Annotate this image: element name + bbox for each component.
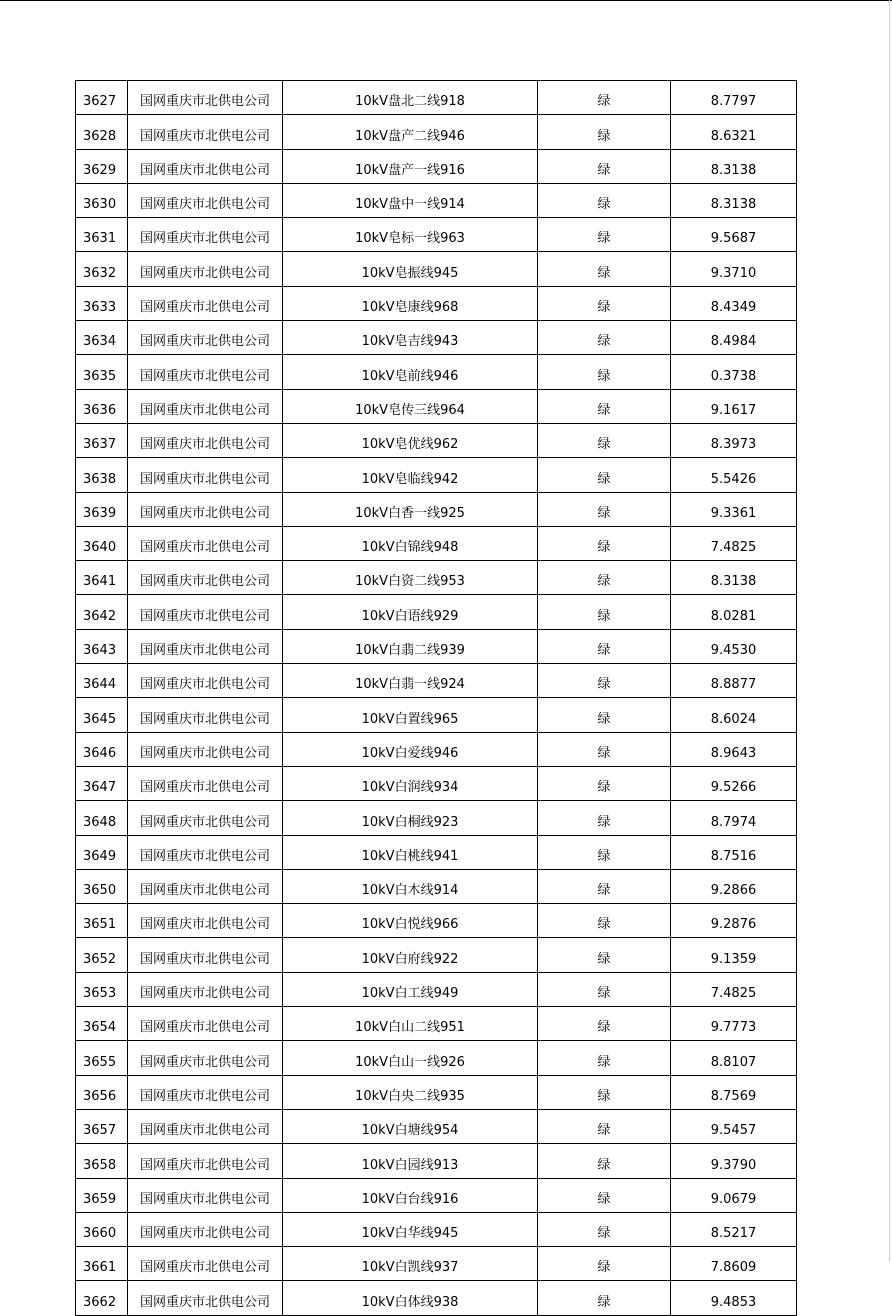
line-name-cell: 10kV白桐线923: [283, 801, 538, 835]
table-row: [76, 218, 797, 252]
table-row: [76, 732, 797, 766]
table-row: [76, 1144, 797, 1178]
table-row: [76, 458, 797, 492]
row-id-cell: 3660: [76, 1212, 128, 1246]
value-cell: 8.8107: [671, 1041, 797, 1075]
line-name-cell: 10kV白华线945: [283, 1212, 538, 1246]
value-cell: 8.9643: [671, 732, 797, 766]
company-cell: 国网重庆市北供电公司: [128, 1041, 283, 1075]
value-cell: 8.8877: [671, 664, 797, 698]
value-cell: 5.5426: [671, 458, 797, 492]
level-cell: 绿: [538, 389, 671, 423]
level-cell: 绿: [538, 1178, 671, 1212]
table-body: [76, 81, 797, 1316]
company-cell: 国网重庆市北供电公司: [128, 389, 283, 423]
table-row: [76, 561, 797, 595]
value-cell: 8.0281: [671, 595, 797, 629]
company-cell: 国网重庆市北供电公司: [128, 458, 283, 492]
page-right-edge: [889, 0, 890, 1262]
row-id-cell: 3654: [76, 1007, 128, 1041]
row-id-cell: 3633: [76, 286, 128, 320]
level-cell: 绿: [538, 869, 671, 903]
company-cell: 国网重庆市北供电公司: [128, 218, 283, 252]
company-cell: 国网重庆市北供电公司: [128, 869, 283, 903]
company-cell: 国网重庆市北供电公司: [128, 355, 283, 389]
line-name-cell: 10kV白府线922: [283, 938, 538, 972]
table-row: [76, 938, 797, 972]
line-name-cell: 10kV白木线914: [283, 869, 538, 903]
row-id-cell: 3647: [76, 766, 128, 800]
row-id-cell: 3627: [76, 81, 128, 115]
company-cell: 国网重庆市北供电公司: [128, 252, 283, 286]
table-row: [76, 1109, 797, 1143]
line-name-cell: 10kV白央二线935: [283, 1075, 538, 1109]
value-cell: 9.1617: [671, 389, 797, 423]
row-id-cell: 3631: [76, 218, 128, 252]
level-cell: 绿: [538, 835, 671, 869]
table-row: [76, 904, 797, 938]
level-cell: 绿: [538, 1041, 671, 1075]
value-cell: 9.5687: [671, 218, 797, 252]
line-name-cell: 10kV白置线965: [283, 698, 538, 732]
company-cell: 国网重庆市北供电公司: [128, 629, 283, 663]
line-name-cell: 10kV皂标一线963: [283, 218, 538, 252]
line-name-cell: 10kV白资二线953: [283, 561, 538, 595]
row-id-cell: 3657: [76, 1109, 128, 1143]
line-name-cell: 10kV皂临线942: [283, 458, 538, 492]
row-id-cell: 3658: [76, 1144, 128, 1178]
table-row: [76, 1041, 797, 1075]
level-cell: 绿: [538, 355, 671, 389]
table-row: [76, 423, 797, 457]
value-cell: 8.7974: [671, 801, 797, 835]
row-id-cell: 3655: [76, 1041, 128, 1075]
table-row: [76, 149, 797, 183]
company-cell: 国网重庆市北供电公司: [128, 1212, 283, 1246]
company-cell: 国网重庆市北供电公司: [128, 938, 283, 972]
company-cell: 国网重庆市北供电公司: [128, 972, 283, 1006]
level-cell: 绿: [538, 1144, 671, 1178]
row-id-cell: 3643: [76, 629, 128, 663]
row-id-cell: 3636: [76, 389, 128, 423]
row-id-cell: 3635: [76, 355, 128, 389]
value-cell: 9.0679: [671, 1178, 797, 1212]
level-cell: 绿: [538, 1109, 671, 1143]
value-cell: 8.6024: [671, 698, 797, 732]
company-cell: 国网重庆市北供电公司: [128, 321, 283, 355]
line-name-cell: 10kV白翡二线939: [283, 629, 538, 663]
company-cell: 国网重庆市北供电公司: [128, 1075, 283, 1109]
value-cell: 8.3973: [671, 423, 797, 457]
table-row: [76, 801, 797, 835]
row-id-cell: 3662: [76, 1281, 128, 1315]
row-id-cell: 3649: [76, 835, 128, 869]
value-cell: 8.5217: [671, 1212, 797, 1246]
row-id-cell: 3642: [76, 595, 128, 629]
table-row: [76, 698, 797, 732]
row-id-cell: 3661: [76, 1247, 128, 1281]
table-row: [76, 526, 797, 560]
table-row: [76, 81, 797, 115]
value-cell: 0.3738: [671, 355, 797, 389]
value-cell: 9.3790: [671, 1144, 797, 1178]
line-name-cell: 10kV白爱线946: [283, 732, 538, 766]
value-cell: 9.3710: [671, 252, 797, 286]
level-cell: 绿: [538, 698, 671, 732]
level-cell: 绿: [538, 561, 671, 595]
table-row: [76, 1281, 797, 1315]
table-row: [76, 492, 797, 526]
value-cell: 8.7797: [671, 81, 797, 115]
row-id-cell: 3644: [76, 664, 128, 698]
company-cell: 国网重庆市北供电公司: [128, 1281, 283, 1315]
level-cell: 绿: [538, 595, 671, 629]
line-name-cell: 10kV白语线929: [283, 595, 538, 629]
row-id-cell: 3651: [76, 904, 128, 938]
line-name-cell: 10kV白山二线951: [283, 1007, 538, 1041]
row-id-cell: 3645: [76, 698, 128, 732]
level-cell: 绿: [538, 629, 671, 663]
line-name-cell: 10kV白园线913: [283, 1144, 538, 1178]
table-row: [76, 1007, 797, 1041]
row-id-cell: 3639: [76, 492, 128, 526]
level-cell: 绿: [538, 115, 671, 149]
company-cell: 国网重庆市北供电公司: [128, 492, 283, 526]
level-cell: 绿: [538, 938, 671, 972]
level-cell: 绿: [538, 1212, 671, 1246]
table-row: [76, 629, 797, 663]
level-cell: 绿: [538, 183, 671, 217]
value-cell: 7.4825: [671, 526, 797, 560]
line-name-cell: 10kV皂康线968: [283, 286, 538, 320]
company-cell: 国网重庆市北供电公司: [128, 664, 283, 698]
level-cell: 绿: [538, 321, 671, 355]
level-cell: 绿: [538, 1247, 671, 1281]
table-row: [76, 972, 797, 1006]
row-id-cell: 3648: [76, 801, 128, 835]
data-table: [75, 80, 797, 1316]
level-cell: 绿: [538, 526, 671, 560]
value-cell: 9.1359: [671, 938, 797, 972]
level-cell: 绿: [538, 732, 671, 766]
company-cell: 国网重庆市北供电公司: [128, 1144, 283, 1178]
row-id-cell: 3632: [76, 252, 128, 286]
level-cell: 绿: [538, 252, 671, 286]
level-cell: 绿: [538, 218, 671, 252]
level-cell: 绿: [538, 766, 671, 800]
company-cell: 国网重庆市北供电公司: [128, 1109, 283, 1143]
level-cell: 绿: [538, 149, 671, 183]
line-name-cell: 10kV白塘线954: [283, 1109, 538, 1143]
level-cell: 绿: [538, 1075, 671, 1109]
company-cell: 国网重庆市北供电公司: [128, 149, 283, 183]
table-row: [76, 1178, 797, 1212]
table-row: [76, 115, 797, 149]
value-cell: 9.2866: [671, 869, 797, 903]
row-id-cell: 3650: [76, 869, 128, 903]
line-name-cell: 10kV盘中一线914: [283, 183, 538, 217]
line-name-cell: 10kV白体线938: [283, 1281, 538, 1315]
table-row: [76, 321, 797, 355]
level-cell: 绿: [538, 286, 671, 320]
line-name-cell: 10kV白山一线926: [283, 1041, 538, 1075]
value-cell: 9.4853: [671, 1281, 797, 1315]
line-name-cell: 10kV皂传三线964: [283, 389, 538, 423]
value-cell: 9.3361: [671, 492, 797, 526]
line-name-cell: 10kV盘产二线946: [283, 115, 538, 149]
value-cell: 8.3138: [671, 561, 797, 595]
level-cell: 绿: [538, 904, 671, 938]
line-name-cell: 10kV白凯线937: [283, 1247, 538, 1281]
company-cell: 国网重庆市北供电公司: [128, 115, 283, 149]
page-top-border: [0, 0, 892, 1]
line-name-cell: 10kV盘北二线918: [283, 81, 538, 115]
table-row: [76, 355, 797, 389]
value-cell: 9.5457: [671, 1109, 797, 1143]
row-id-cell: 3629: [76, 149, 128, 183]
table-row: [76, 286, 797, 320]
table-row: [76, 835, 797, 869]
row-id-cell: 3630: [76, 183, 128, 217]
row-id-cell: 3652: [76, 938, 128, 972]
company-cell: 国网重庆市北供电公司: [128, 904, 283, 938]
company-cell: 国网重庆市北供电公司: [128, 732, 283, 766]
level-cell: 绿: [538, 972, 671, 1006]
row-id-cell: 3640: [76, 526, 128, 560]
line-name-cell: 10kV白香一线925: [283, 492, 538, 526]
row-id-cell: 3637: [76, 423, 128, 457]
line-name-cell: 10kV白悦线966: [283, 904, 538, 938]
company-cell: 国网重庆市北供电公司: [128, 1247, 283, 1281]
level-cell: 绿: [538, 664, 671, 698]
level-cell: 绿: [538, 492, 671, 526]
company-cell: 国网重庆市北供电公司: [128, 81, 283, 115]
company-cell: 国网重庆市北供电公司: [128, 801, 283, 835]
line-name-cell: 10kV白桃线941: [283, 835, 538, 869]
value-cell: 8.4984: [671, 321, 797, 355]
level-cell: 绿: [538, 423, 671, 457]
value-cell: 7.4825: [671, 972, 797, 1006]
value-cell: 9.5266: [671, 766, 797, 800]
table-row: [76, 1247, 797, 1281]
row-id-cell: 3646: [76, 732, 128, 766]
level-cell: 绿: [538, 458, 671, 492]
value-cell: 8.6321: [671, 115, 797, 149]
value-cell: 9.2876: [671, 904, 797, 938]
line-name-cell: 10kV白翡一线924: [283, 664, 538, 698]
line-name-cell: 10kV白锦线948: [283, 526, 538, 560]
line-name-cell: 10kV皂前线946: [283, 355, 538, 389]
table-row: [76, 869, 797, 903]
value-cell: 9.4530: [671, 629, 797, 663]
value-cell: 8.7569: [671, 1075, 797, 1109]
value-cell: 8.7516: [671, 835, 797, 869]
table-row: [76, 252, 797, 286]
value-cell: 7.8609: [671, 1247, 797, 1281]
level-cell: 绿: [538, 1281, 671, 1315]
table-row: [76, 664, 797, 698]
line-name-cell: 10kV皂吉线943: [283, 321, 538, 355]
table-row: [76, 766, 797, 800]
line-name-cell: 10kV白台线916: [283, 1178, 538, 1212]
level-cell: 绿: [538, 801, 671, 835]
company-cell: 国网重庆市北供电公司: [128, 595, 283, 629]
line-name-cell: 10kV皂优线962: [283, 423, 538, 457]
line-name-cell: 10kV白润线934: [283, 766, 538, 800]
line-name-cell: 10kV盘产一线916: [283, 149, 538, 183]
company-cell: 国网重庆市北供电公司: [128, 766, 283, 800]
company-cell: 国网重庆市北供电公司: [128, 835, 283, 869]
table-row: [76, 389, 797, 423]
row-id-cell: 3659: [76, 1178, 128, 1212]
level-cell: 绿: [538, 81, 671, 115]
row-id-cell: 3628: [76, 115, 128, 149]
row-id-cell: 3638: [76, 458, 128, 492]
table-row: [76, 183, 797, 217]
company-cell: 国网重庆市北供电公司: [128, 526, 283, 560]
company-cell: 国网重庆市北供电公司: [128, 1007, 283, 1041]
line-name-cell: 10kV白工线949: [283, 972, 538, 1006]
company-cell: 国网重庆市北供电公司: [128, 286, 283, 320]
value-cell: 9.7773: [671, 1007, 797, 1041]
company-cell: 国网重庆市北供电公司: [128, 1178, 283, 1212]
value-cell: 8.3138: [671, 149, 797, 183]
company-cell: 国网重庆市北供电公司: [128, 183, 283, 217]
company-cell: 国网重庆市北供电公司: [128, 561, 283, 595]
row-id-cell: 3634: [76, 321, 128, 355]
row-id-cell: 3641: [76, 561, 128, 595]
company-cell: 国网重庆市北供电公司: [128, 698, 283, 732]
row-id-cell: 3656: [76, 1075, 128, 1109]
table-row: [76, 1212, 797, 1246]
row-id-cell: 3653: [76, 972, 128, 1006]
table-row: [76, 1075, 797, 1109]
value-cell: 8.3138: [671, 183, 797, 217]
level-cell: 绿: [538, 1007, 671, 1041]
line-name-cell: 10kV皂振线945: [283, 252, 538, 286]
value-cell: 8.4349: [671, 286, 797, 320]
table-row: [76, 595, 797, 629]
company-cell: 国网重庆市北供电公司: [128, 423, 283, 457]
